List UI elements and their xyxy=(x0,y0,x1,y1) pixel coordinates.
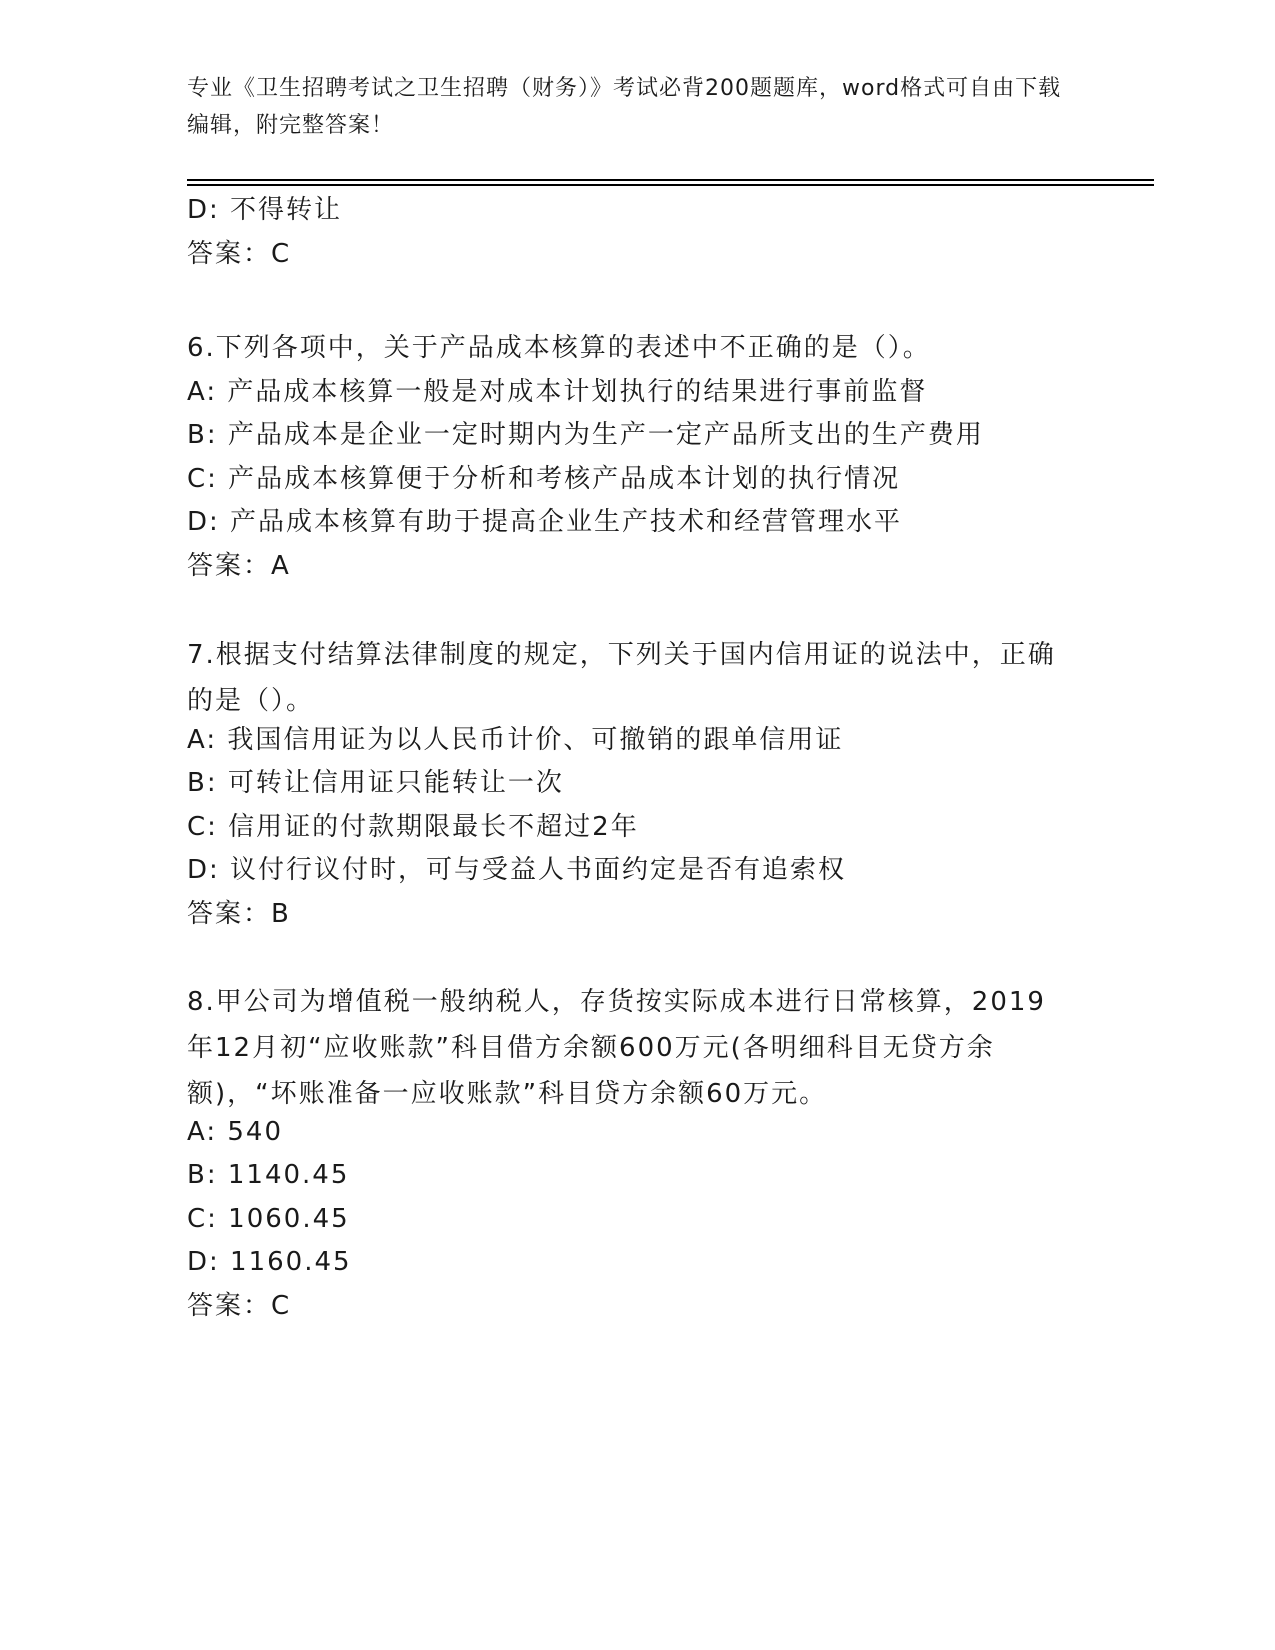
question-7-option-a: A: 我国信用证为以人民币计价、可撤销的跟单信用证 xyxy=(187,725,844,755)
question-8-answer: 答案：C xyxy=(187,1291,292,1321)
question-6-option-a: A: 产品成本核算一般是对成本计划执行的结果进行事前监督 xyxy=(187,377,928,407)
question-6-stem: 6.下列各项中，关于产品成本核算的表述中不正确的是（）。 xyxy=(187,333,931,363)
question-6-option-d: D: 产品成本核算有助于提高企业生产技术和经营管理水平 xyxy=(187,507,903,537)
question-8-option-b: B: 1140.45 xyxy=(187,1160,350,1190)
question-7-stem: 7.根据支付结算法律制度的规定，下列关于国内信用证的说法中，正确的是（）。 xyxy=(187,640,1056,716)
question-8-stem: 8.甲公司为增值税一般纳税人，存货按实际成本进行日常核算，2019年12月初“应收账款”科目借方余额600万元(各明细科目无贷方余额)，“坏账准备一应收账款”科目贷方余额60万元。 xyxy=(187,987,1046,1109)
question-7-option-d: D: 议付行议付时，可与受益人书面约定是否有追索权 xyxy=(187,855,847,885)
question-6-option-b: B: 产品成本是企业一定时期内为生产一定产品所支出的生产费用 xyxy=(187,420,984,450)
question-8-option-a: A: 540 xyxy=(187,1117,283,1147)
prev-answer: 答案：C xyxy=(187,239,292,269)
question-8-option-d: D: 1160.45 xyxy=(187,1247,352,1277)
header-rule-top xyxy=(187,179,1154,181)
question-6-answer: 答案：A xyxy=(187,551,291,581)
question-7-answer: 答案：B xyxy=(187,899,291,929)
question-7-option-b: B: 可转让信用证只能转让一次 xyxy=(187,768,564,798)
header-rule-bottom xyxy=(187,184,1154,186)
question-7-option-c: C: 信用证的付款期限最长不超过2年 xyxy=(187,812,639,842)
question-8-option-c: C: 1060.45 xyxy=(187,1204,350,1234)
prev-option-d: D: 不得转让 xyxy=(187,195,343,225)
question-6-option-c: C: 产品成本核算便于分析和考核产品成本计划的执行情况 xyxy=(187,464,901,494)
page-header: 专业《卫生招聘考试之卫生招聘（财务）》考试必背200题题库，word格式可自由下载编辑，附完整答案！ xyxy=(187,76,1062,138)
